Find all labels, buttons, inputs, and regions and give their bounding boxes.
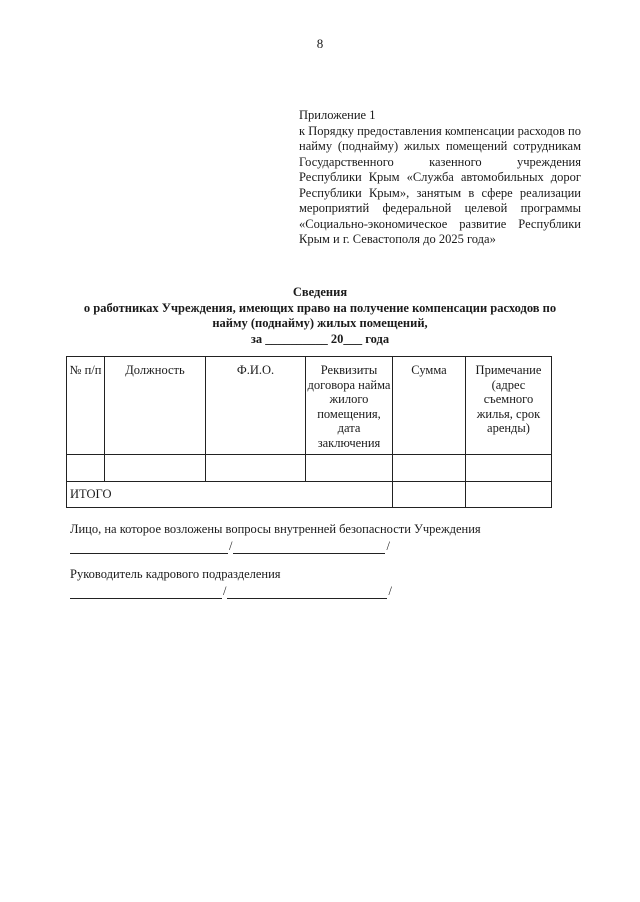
- total-amount-cell: [393, 482, 466, 508]
- name-blank: [233, 541, 385, 554]
- appendix-title: Приложение 1: [299, 108, 376, 122]
- heading-period: за __________ 20___ года: [250, 331, 390, 346]
- total-note-cell: [466, 482, 552, 508]
- signature-end: /: [388, 584, 392, 598]
- col-contract-header: Реквизиты договора найма жилого помещения, дата заключения: [306, 357, 393, 455]
- heading-title: Сведения: [292, 285, 348, 299]
- signature-line-security: [70, 539, 481, 554]
- table-cell: [67, 455, 105, 482]
- appendix-body: к Порядку предоставления компенсации расходов по найму (поднайму) жилых помещений сотрудникам Государственного казенного учреждения Республики Крым «Служба автомобильных дорог Республики Крым», занятым в сфере реализации мероприятий федеральной целевой программы «Социально-экономическое развитие Республики Крым и г. Севастополя до 2025 года»: [299, 123, 581, 246]
- signature-separator: /: [229, 539, 233, 553]
- signature-block-security: [70, 522, 481, 554]
- table-total-row: [67, 482, 552, 508]
- table-cell: [306, 455, 393, 482]
- signature-label-security: Лицо, на которое возложены вопросы внутренней безопасности Учреждения: [70, 522, 481, 536]
- col-position-header: Должность: [105, 357, 206, 455]
- table-cell: [393, 455, 466, 482]
- table-row: [67, 455, 552, 482]
- signature-blank: [70, 541, 228, 554]
- appendix-block: [299, 108, 581, 248]
- name-blank: [227, 586, 387, 599]
- col-note-header: Примечание (адрес съемного жилья, срок аренды): [466, 357, 552, 455]
- col-number-header: № п/п: [67, 357, 105, 455]
- page-number: 8: [316, 36, 324, 51]
- heading-subtitle-line1: о работниках Учреждения, имеющих право на получение компенсации расходов по: [83, 300, 557, 315]
- col-amount-header: Сумма: [393, 357, 466, 455]
- heading-subtitle-line2: найму (поднайму) жилых помещений,: [212, 316, 428, 330]
- signature-block-hr: [70, 567, 393, 599]
- table-cell: [206, 455, 306, 482]
- signature-end: /: [386, 539, 390, 553]
- signature-label-hr: Руководитель кадрового подразделения: [70, 567, 281, 581]
- table-header-row: [67, 357, 552, 455]
- table-cell: [105, 455, 206, 482]
- signature-line-hr: [70, 584, 393, 599]
- col-name-header: Ф.И.О.: [206, 357, 306, 455]
- document-heading: [60, 285, 580, 347]
- signature-blank: [70, 586, 222, 599]
- total-label: ИТОГО: [67, 482, 393, 508]
- compensation-table: [66, 356, 552, 508]
- signature-separator: /: [223, 584, 227, 598]
- table-cell: [466, 455, 552, 482]
